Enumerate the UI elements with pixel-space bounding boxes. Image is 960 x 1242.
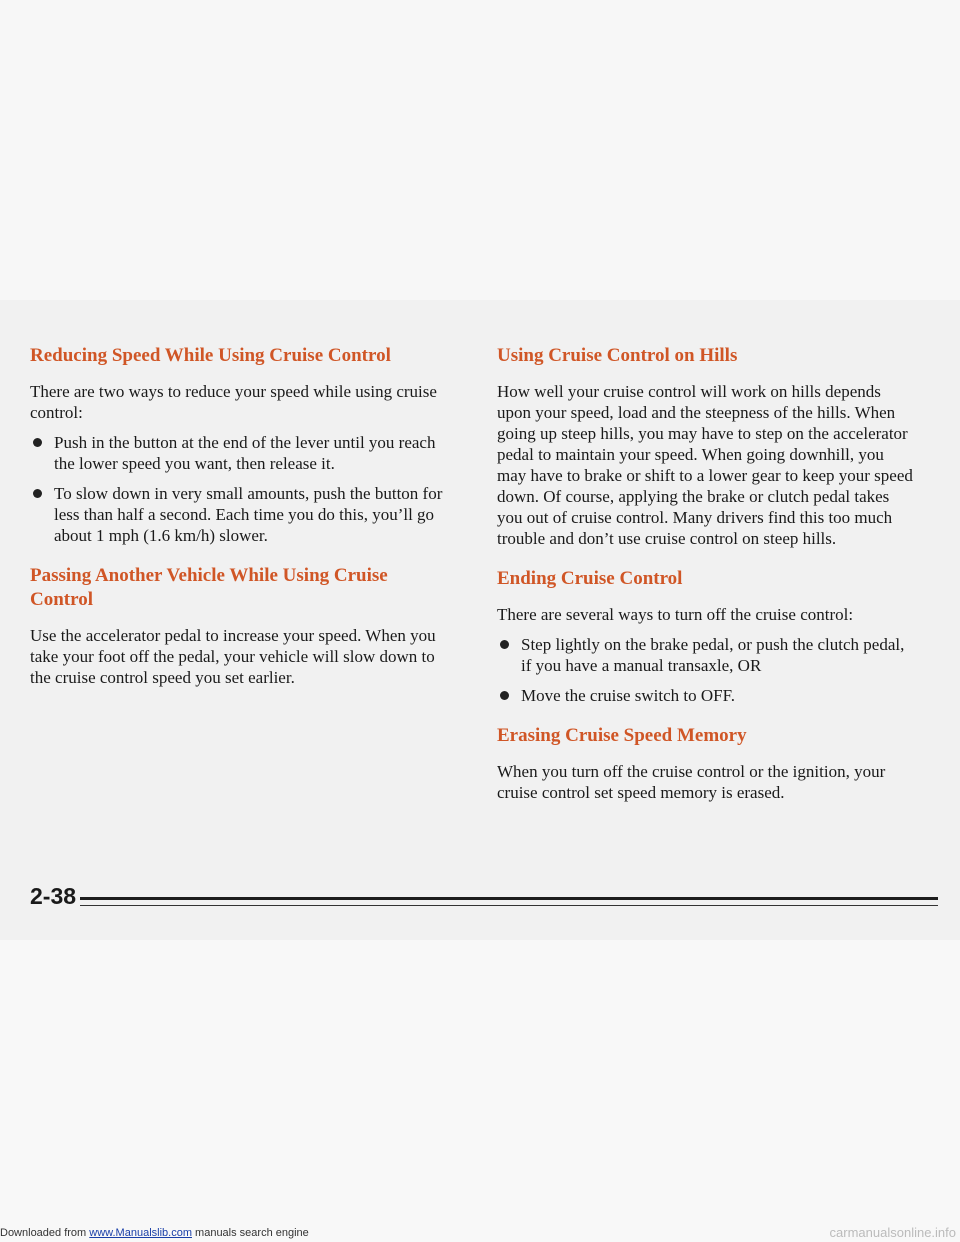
bullet-icon: [500, 691, 509, 700]
bullet-list-reducing-speed: [30, 432, 450, 546]
page-top-margin: [0, 0, 960, 300]
list-item-text: Push in the button at the end of the lever until you reach the lower speed you want, then release it.: [54, 433, 436, 473]
page-number: 2-38: [30, 883, 77, 909]
watermark: carmanualsonline.info: [829, 1225, 956, 1240]
list-item: [30, 483, 450, 546]
heading-reducing-speed: Reducing Speed While Using Cruise Control: [30, 345, 391, 366]
bullet-list-ending-cruise: [497, 634, 917, 706]
heading-passing-vehicle: Passing Another Vehicle While Using Cruise Control: [30, 565, 388, 610]
footer-rule-thick: [80, 897, 938, 900]
list-item-text: Move the cruise switch to OFF.: [521, 686, 735, 705]
list-item-text: To slow down in very small amounts, push the button for less than half a second. Each time you do this, you’ll go about 1 mph (1.6 km/h) slower.: [54, 484, 443, 545]
download-prefix: Downloaded from: [0, 1227, 90, 1239]
download-header: [0, 1227, 309, 1240]
paragraph-reducing-speed-intro: There are two ways to reduce your speed while using cruise control:: [30, 382, 437, 422]
right-column: [497, 344, 917, 821]
paragraph-cruise-on-hills: How well your cruise control will work on hills depends upon your speed, load and the steepness of the hills. When going up steep hills, you may have to step on the accelerator pedal to maintain your speed. When going downhill, you may have to brake or shift to a lower gear to keep your speed down. Of course, applying the brake or clutch pedal takes you out of cruise control. Many drivers find this too much trouble and don’t use cruise control on steep hills.: [497, 382, 913, 548]
section-ending-cruise: [497, 567, 917, 706]
list-item: [30, 432, 450, 474]
download-suffix: manuals search engine: [191, 1227, 309, 1239]
bullet-icon: [500, 640, 509, 649]
section-erasing-memory: [497, 724, 917, 803]
section-passing-vehicle: [30, 564, 450, 688]
section-cruise-on-hills: [497, 344, 917, 549]
page-bottom-margin: [0, 940, 960, 1242]
heading-cruise-on-hills: Using Cruise Control on Hills: [497, 345, 738, 366]
list-item: [497, 685, 917, 706]
paragraph-erasing-memory: When you turn off the cruise control or the ignition, your cruise control set speed memory is erased.: [497, 762, 886, 802]
bullet-icon: [33, 489, 42, 498]
heading-erasing-memory: Erasing Cruise Speed Memory: [497, 725, 747, 746]
footer-rule-thin: [80, 905, 938, 906]
page-footer: [30, 881, 910, 911]
left-column: [30, 344, 450, 706]
bullet-icon: [33, 438, 42, 447]
paragraph-passing-vehicle: Use the accelerator pedal to increase your speed. When you take your foot off the pedal, your vehicle will slow down to the cruise control speed you set earlier.: [30, 626, 436, 687]
section-reducing-speed: [30, 344, 450, 546]
list-item: [497, 634, 917, 676]
list-item-text: Step lightly on the brake pedal, or push the clutch pedal, if you have a manual transaxle, OR: [521, 635, 905, 675]
heading-ending-cruise: Ending Cruise Control: [497, 568, 683, 589]
paragraph-ending-cruise-intro: There are several ways to turn off the cruise control:: [497, 605, 854, 624]
manualslib-link[interactable]: www.Manualslib.com: [89, 1227, 192, 1239]
